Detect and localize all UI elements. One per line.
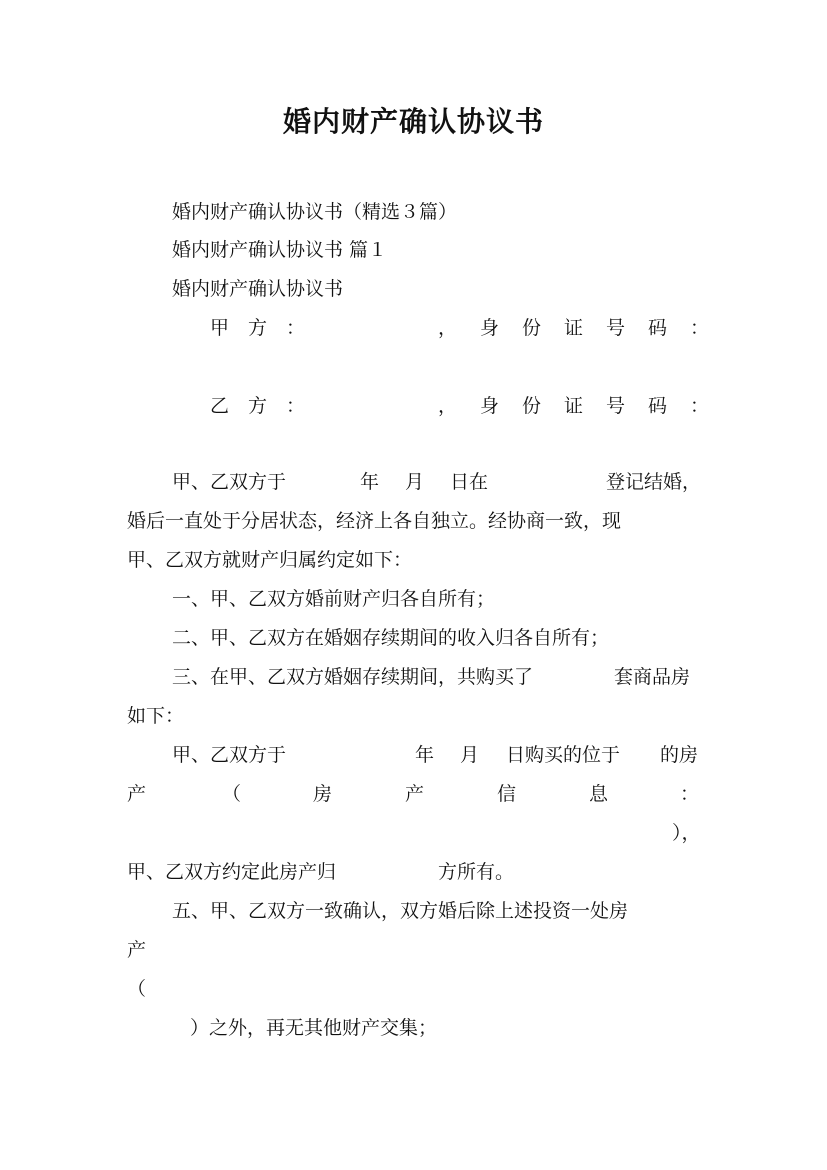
item-3-line2: 如下： xyxy=(127,705,185,727)
item-5-line3: （ xyxy=(127,978,147,1000)
party-a-label: 甲 方 ： xyxy=(210,317,306,339)
item-2: 二、甲、乙双方在婚姻存续期间的收入归各自所有； xyxy=(172,627,610,649)
party-a-id-label: 身 份 证 号 码 ： xyxy=(480,317,712,339)
subtitle-line-1: 婚内财产确认协议书（精选３篇） xyxy=(172,201,458,223)
subtitle-line-2: 婚内财产确认协议书 篇１ xyxy=(172,239,388,261)
item-5-line2: 产 xyxy=(127,939,147,961)
party-b-comma: ， xyxy=(438,395,458,417)
house-line1-d: 日购买的位于 xyxy=(506,744,621,766)
house-line1-e: 的房 xyxy=(660,744,699,766)
house-line2-char-7: ： xyxy=(680,783,700,805)
item-1: 一、甲、乙双方婚前财产归各自所有； xyxy=(172,588,496,610)
house-line2-char-6: 息 xyxy=(589,783,609,805)
house-line2-char-3: 房 xyxy=(313,783,333,805)
p1-line1-c: 月 xyxy=(405,471,425,493)
house-line1-b: 年 xyxy=(415,744,435,766)
house-line2-char-4: 产 xyxy=(405,783,425,805)
p1-line1-a: 甲、乙双方于 xyxy=(172,471,287,493)
house-line2-char-5: 信 xyxy=(497,783,517,805)
p1-line1-b: 年 xyxy=(360,471,380,493)
item-3-line1-b: 套商品房 xyxy=(614,666,691,688)
house-line4-b: 方所有。 xyxy=(438,861,515,883)
item-3-line1-a: 三、在甲、乙双方婚姻存续期间，共购买了 xyxy=(172,666,534,688)
house-line1-c: 月 xyxy=(460,744,480,766)
party-b-id-label: 身 份 证 号 码 ： xyxy=(480,395,712,417)
party-b-label: 乙 方 ： xyxy=(210,395,306,417)
item-5-line4: ）之外，再无其他财产交集； xyxy=(190,1017,438,1039)
house-line4-a: 甲、乙双方约定此房产归 xyxy=(127,861,337,883)
house-line3: ）， xyxy=(672,822,701,844)
p1-line2: 婚后一直处于分居状态，经济上各自独立。经协商一致，现 xyxy=(127,510,622,532)
house-line2-char-1: 产 xyxy=(127,783,147,805)
p1-line1-e: 登记结婚， xyxy=(606,471,702,493)
subtitle-line-3: 婚内财产确认协议书 xyxy=(172,278,344,300)
house-line1-a: 甲、乙双方于 xyxy=(172,744,287,766)
house-line2-char-2: （ xyxy=(222,783,242,805)
item-5-line1: 五、甲、乙双方一致确认，双方婚后除上述投资一处房 xyxy=(172,900,629,922)
party-a-comma: ， xyxy=(438,317,458,339)
p1-line1-d: 日在 xyxy=(450,471,489,493)
p1-line3: 甲、乙双方就财产归属约定如下： xyxy=(127,549,413,571)
document-title: 婚内财产确认协议书 xyxy=(282,105,544,138)
